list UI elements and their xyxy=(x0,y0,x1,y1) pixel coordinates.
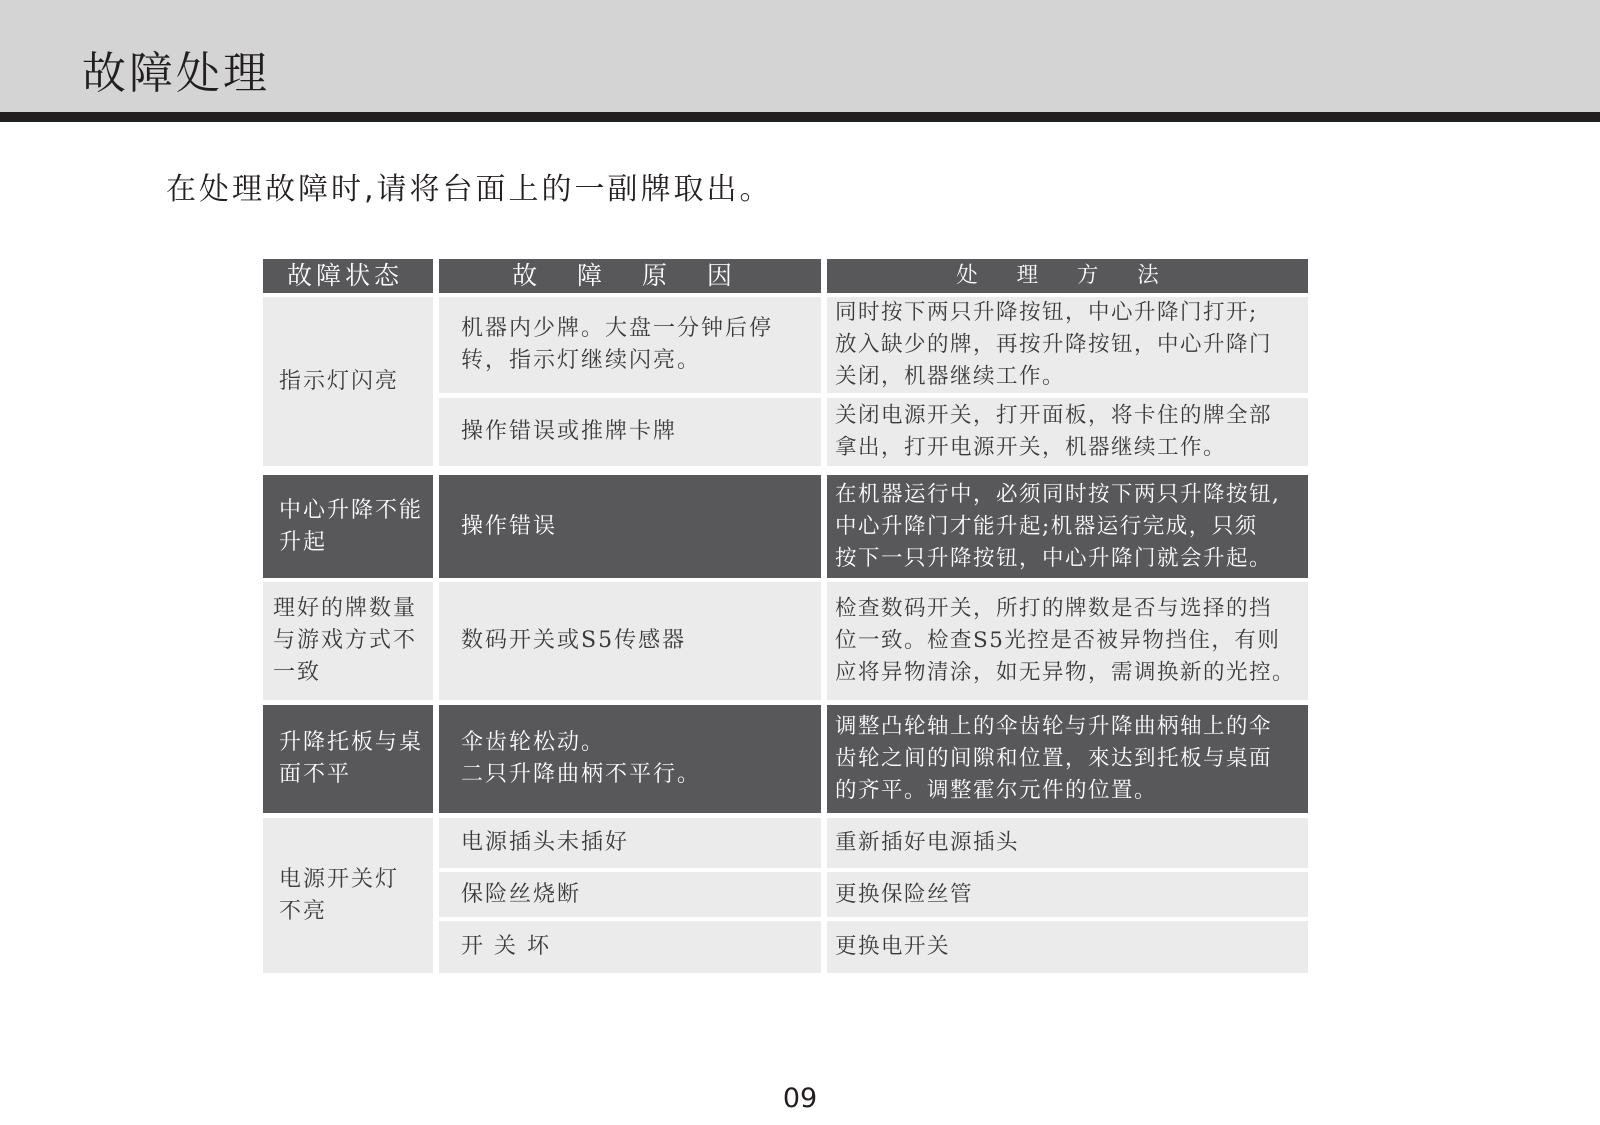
fault-solution-cell: 调整凸轮轴上的伞齿轮与升降曲柄轴上的伞 齿轮之间的间隙和位置，來达到托板与桌面 的齐平。调整霍尔元件的位置。 xyxy=(827,705,1308,813)
fault-cause-cell: 操作错误或推牌卡牌 xyxy=(439,398,821,466)
fault-solution-cell: 关闭电源开关，打开面板，将卡住的牌全部 拿出，打开电源开关，机器继续工作。 xyxy=(827,398,1308,466)
fault-solution-cell: 同时按下两只升降按钮，中心升降门打开; 放入缺少的牌，再按升降按钮，中心升降门 关闭，机器继续工作。 xyxy=(827,297,1308,393)
fault-status-cell: 中心升降不能 升起 xyxy=(263,475,433,578)
fault-cause-cell: 机器内少牌。大盘一分钟后停 转，指示灯继续闪亮。 xyxy=(439,297,821,393)
fault-status-cell: 指示灯闪亮 xyxy=(263,297,433,466)
header-divider xyxy=(0,112,1600,122)
fault-solution-cell: 检查数码开关，所打的牌数是否与选择的挡 位一致。检查S5光控是否被异物挡住，有则 应将异物清涂，如无异物，需调换新的光控。 xyxy=(827,582,1308,700)
instruction-text: 在处理故障时,请将台面上的一副牌取出。 xyxy=(166,172,773,207)
fault-cause-cell: 电源插头未插好 xyxy=(439,818,821,868)
fault-cause-cell: 数码开关或S5传感器 xyxy=(439,582,821,700)
column-header-solution: 处 理 方 法 xyxy=(827,259,1308,293)
fault-status-cell: 理好的牌数量 与游戏方式不 一致 xyxy=(263,582,433,700)
fault-solution-cell: 重新插好电源插头 xyxy=(827,818,1308,868)
fault-cause-cell: 操作错误 xyxy=(439,475,821,578)
fault-solution-cell: 在机器运行中，必须同时按下两只升降按钮, 中心升降门才能升起;机器运行完成，只须 按下一只升降按钮，中心升降门就会升起。 xyxy=(827,475,1308,578)
fault-cause-cell: 伞齿轮松动。 二只升降曲柄不平行。 xyxy=(439,705,821,813)
page-number: 09 xyxy=(782,1083,818,1114)
fault-cause-cell: 开 关 坏 xyxy=(439,921,821,973)
fault-status-cell: 电源开关灯 不亮 xyxy=(263,818,433,973)
fault-cause-cell: 保险丝烧断 xyxy=(439,872,821,917)
fault-solution-cell: 更换电开关 xyxy=(827,921,1308,973)
column-header-status: 故障状态 xyxy=(263,259,433,293)
page-title: 故障处理 xyxy=(82,48,270,99)
fault-solution-cell: 更换保险丝管 xyxy=(827,872,1308,917)
column-header-cause: 故 障 原 因 xyxy=(439,259,821,293)
fault-status-cell: 升降托板与桌 面不平 xyxy=(263,705,433,813)
